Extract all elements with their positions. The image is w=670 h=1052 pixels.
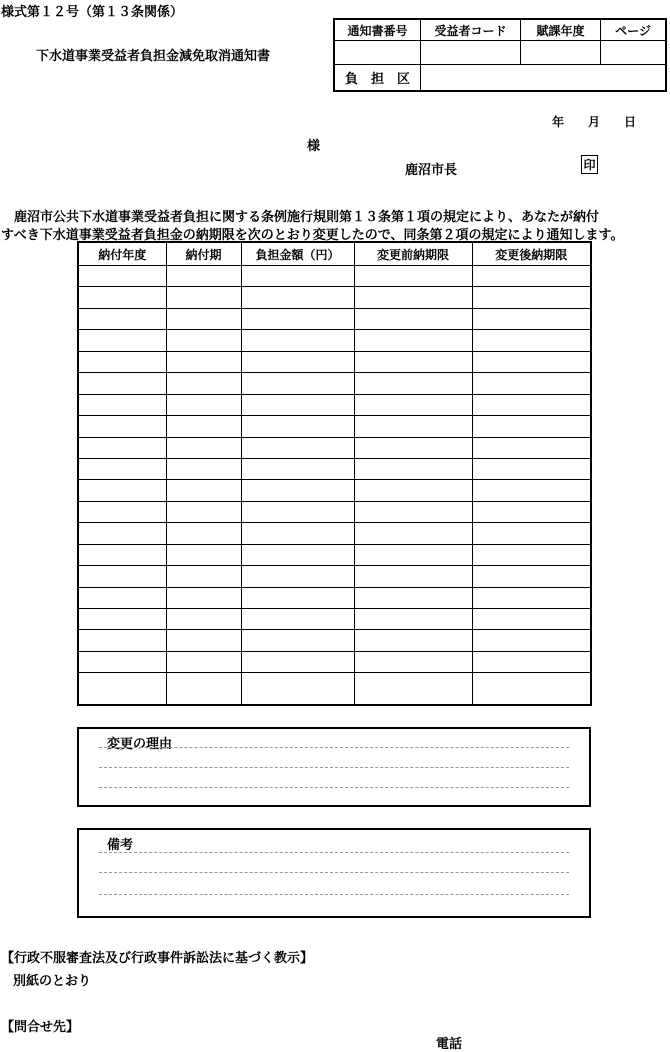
- table-row: [78, 437, 591, 458]
- table-cell: [472, 266, 591, 287]
- table-cell: [78, 373, 166, 394]
- table-cell: [354, 566, 472, 587]
- table-cell: [166, 287, 241, 308]
- table-row: [78, 287, 591, 308]
- table-cell: [241, 566, 354, 587]
- table-cell: [241, 501, 354, 522]
- phone-label: 電話: [436, 1037, 463, 1052]
- appeal-heading: 【行政不服審査法及び行政事件訴訟法に基づく教示】: [1, 951, 314, 966]
- table-cell: [472, 373, 591, 394]
- table-cell: [78, 394, 166, 415]
- table-cell: [472, 501, 591, 522]
- table-cell: [166, 266, 241, 287]
- table-cell: [78, 566, 166, 587]
- table-cell: [354, 523, 472, 544]
- table-cell: [241, 544, 354, 565]
- table-cell: [472, 437, 591, 458]
- document-title: 下水道事業受益者負担金減免取消通知書: [36, 49, 271, 64]
- table-cell: [354, 351, 472, 372]
- header-cell-beneficiary-code: 受益者コード: [421, 20, 521, 40]
- table-cell: [78, 544, 166, 565]
- table-cell: [354, 287, 472, 308]
- form-number: 様式第１２号（第１３条関係）: [1, 5, 184, 20]
- table-row: [78, 523, 591, 544]
- table-cell: [166, 373, 241, 394]
- contact-heading: 【問合せ先】: [1, 1020, 80, 1035]
- burden-district-row: [335, 64, 665, 90]
- value-beneficiary-code: [421, 40, 521, 64]
- table-cell: [354, 266, 472, 287]
- table-cell: [472, 523, 591, 544]
- table-cell: [78, 330, 166, 351]
- body-text-line-1: 鹿沼市公共下水道事業受益者負担に関する条例施行規則第１３条第１項の規定により、あなたが納付: [1, 210, 600, 225]
- table-row: [78, 308, 591, 329]
- table-cell: [241, 266, 354, 287]
- remarks-box-title: 備考: [107, 838, 134, 853]
- remarks-line: [99, 894, 569, 895]
- table-cell: [166, 330, 241, 351]
- table-row: [78, 651, 591, 672]
- remarks-line: [99, 872, 569, 873]
- table-cell: [241, 480, 354, 501]
- table-cell: [78, 523, 166, 544]
- header-value-row: [335, 40, 665, 65]
- table-cell: [78, 266, 166, 287]
- value-page: [601, 40, 665, 64]
- reason-line: [99, 767, 569, 768]
- table-cell: [354, 394, 472, 415]
- value-notice-number: [335, 40, 421, 64]
- table-cell: [241, 609, 354, 630]
- remarks-box: [77, 828, 591, 918]
- table-cell: [166, 566, 241, 587]
- table-cell: [78, 630, 166, 651]
- table-cell: [472, 330, 591, 351]
- body-text-line-2: すべき下水道事業受益者負担金の納期限を次のとおり変更したので、同条第２項の規定により通知します。: [1, 228, 624, 243]
- table-cell: [354, 437, 472, 458]
- table-cell: [241, 437, 354, 458]
- header-row: [335, 20, 665, 41]
- table-cell: [166, 351, 241, 372]
- remarks-line: [99, 852, 569, 853]
- reason-box-title: 変更の理由: [107, 737, 173, 752]
- table-row: [78, 501, 591, 522]
- table-cell: [472, 630, 591, 651]
- table-cell: [166, 609, 241, 630]
- table-cell: [78, 308, 166, 329]
- header-cell-levy-year: 賦課年度: [521, 20, 601, 40]
- table-cell: [472, 651, 591, 672]
- burden-district-label: 負 担 区: [335, 64, 421, 90]
- table-cell: [166, 308, 241, 329]
- table-cell: [354, 373, 472, 394]
- table-cell: [241, 287, 354, 308]
- table-cell: [354, 609, 472, 630]
- table-cell: [472, 287, 591, 308]
- table-cell: [241, 673, 354, 705]
- table-cell: [472, 394, 591, 415]
- table-cell: [472, 544, 591, 565]
- table-cell: [166, 587, 241, 608]
- table-cell: [241, 351, 354, 372]
- table-cell: [166, 630, 241, 651]
- table-cell: [166, 416, 241, 437]
- table-cell: [78, 651, 166, 672]
- seal-stamp: 印: [581, 155, 598, 174]
- table-cell: [472, 458, 591, 479]
- table-cell: [472, 351, 591, 372]
- table-cell: [241, 630, 354, 651]
- recipient-suffix: 様: [307, 139, 321, 154]
- table-cell: [241, 458, 354, 479]
- table-row: [78, 609, 591, 630]
- table-cell: [472, 587, 591, 608]
- table-cell: [166, 544, 241, 565]
- table-cell: [166, 501, 241, 522]
- table-cell: [472, 673, 591, 705]
- value-levy-year: [521, 40, 601, 64]
- table-cell: [354, 630, 472, 651]
- issuer-name: 鹿沼市長: [405, 163, 458, 178]
- table-cell: [78, 501, 166, 522]
- table-cell: [166, 458, 241, 479]
- table-cell: [78, 287, 166, 308]
- table-cell: [166, 523, 241, 544]
- table-cell: [241, 651, 354, 672]
- header-table: [333, 18, 667, 92]
- table-cell: [78, 609, 166, 630]
- table-cell: [166, 480, 241, 501]
- table-cell: [241, 523, 354, 544]
- table-cell: [472, 308, 591, 329]
- table-cell: [241, 308, 354, 329]
- table-row: [78, 394, 591, 415]
- table-cell: [241, 394, 354, 415]
- table-row: [78, 480, 591, 501]
- table-cell: [78, 480, 166, 501]
- column-header: 変更前納期限: [354, 242, 472, 266]
- table-row: [78, 351, 591, 372]
- column-header: 変更後納期限: [472, 242, 591, 266]
- table-row: [78, 373, 591, 394]
- table-cell: [472, 609, 591, 630]
- date-line: 年 月 日: [552, 115, 637, 129]
- table-row: [78, 458, 591, 479]
- table-cell: [78, 351, 166, 372]
- table-cell: [472, 480, 591, 501]
- burden-district-value: [421, 64, 665, 90]
- reason-box: [77, 727, 591, 807]
- table-row: [78, 673, 591, 705]
- table-row: [78, 266, 591, 287]
- table-cell: [354, 587, 472, 608]
- table-cell: [241, 373, 354, 394]
- table-cell: [166, 394, 241, 415]
- table-cell: [78, 458, 166, 479]
- table-cell: [78, 437, 166, 458]
- table-row: [78, 630, 591, 651]
- table-cell: [241, 416, 354, 437]
- table-cell: [354, 330, 472, 351]
- table-cell: [78, 416, 166, 437]
- table-cell: [78, 673, 166, 705]
- table-row: [78, 566, 591, 587]
- table-cell: [354, 308, 472, 329]
- table-cell: [354, 544, 472, 565]
- table-cell: [472, 416, 591, 437]
- header-cell-page: ページ: [615, 23, 651, 38]
- table-cell: [241, 330, 354, 351]
- table-row: [78, 330, 591, 351]
- column-header: 納付年度: [78, 242, 166, 266]
- table-row: [78, 416, 591, 437]
- table-cell: [78, 587, 166, 608]
- reason-line: [99, 787, 569, 788]
- table-cell: [241, 587, 354, 608]
- table-cell: [354, 458, 472, 479]
- table-cell: [354, 673, 472, 705]
- payment-schedule-table: [77, 241, 592, 706]
- table-cell: [166, 673, 241, 705]
- table-cell: [354, 480, 472, 501]
- table-cell: [354, 501, 472, 522]
- table-row: [78, 544, 591, 565]
- header-cell-notice-number: 通知書番号: [335, 20, 421, 40]
- column-header: 納付期: [166, 242, 241, 266]
- column-header: 負担金額（円）: [241, 242, 354, 266]
- table-cell: [166, 437, 241, 458]
- table-cell: [354, 416, 472, 437]
- table-header-row: [78, 242, 591, 266]
- table-cell: [472, 566, 591, 587]
- table-row: [78, 587, 591, 608]
- table-cell: [354, 651, 472, 672]
- reason-line: [99, 747, 569, 748]
- table-cell: [166, 651, 241, 672]
- appeal-text: 別紙のとおり: [13, 974, 92, 989]
